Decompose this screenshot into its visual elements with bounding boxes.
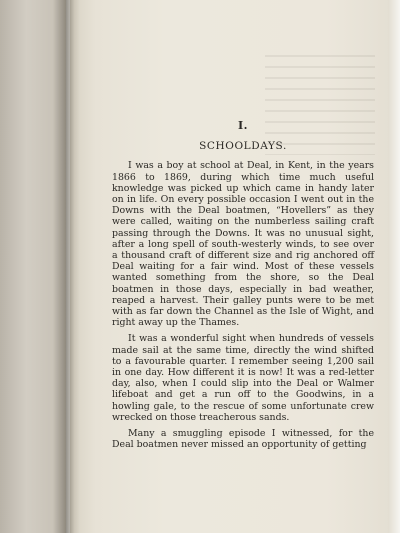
left-page-edge <box>0 0 66 533</box>
paragraph: I was a boy at school at Deal, in Kent, in the years 1866 to 1869, during which time much useful knowledge was picked up which came in handy later on in life. On every possible occasion I went out in the Downs with the Deal boatmen, “Hovellers” as they were called, waiting on the numberless sailing craft passing through the Downs. It was no unusual sight, after a long spell of south-westerly winds, to see over a thousand craft of different size and rig anchored off Deal waiting for a fair wind. Most of these vessels wanted something from the shore, so the Deal boatmen in those days, especially in bad weather, reaped a harvest. Their galley punts were to be met with as far down the Channel as the Isle of Wight, and right away up the Thames. <box>112 160 374 329</box>
chapter-title: SCHOOLDAYS. <box>199 140 287 153</box>
paragraph: It was a wonderful sight when hundreds of vessels made sail at the same time, directly the wind shifted to a favourable quarter. I remember seeing 1,200 sail in one day. How different it is now! It was a red-letter day, also, when I could slip into the Deal or Walmer lifeboat and get a run off to the Goodwins, in a howling gale, to the rescue of some unfortunate crew wrecked on those treacherous sands. <box>112 333 374 423</box>
page-text <box>112 120 374 455</box>
chapter-number: I. <box>238 119 248 132</box>
page-fore-edge <box>388 0 400 533</box>
paragraph: Many a smuggling episode I witnessed, for the Deal boatmen never missed an opportunity of getting <box>112 428 374 451</box>
spine-shadow <box>66 0 80 533</box>
